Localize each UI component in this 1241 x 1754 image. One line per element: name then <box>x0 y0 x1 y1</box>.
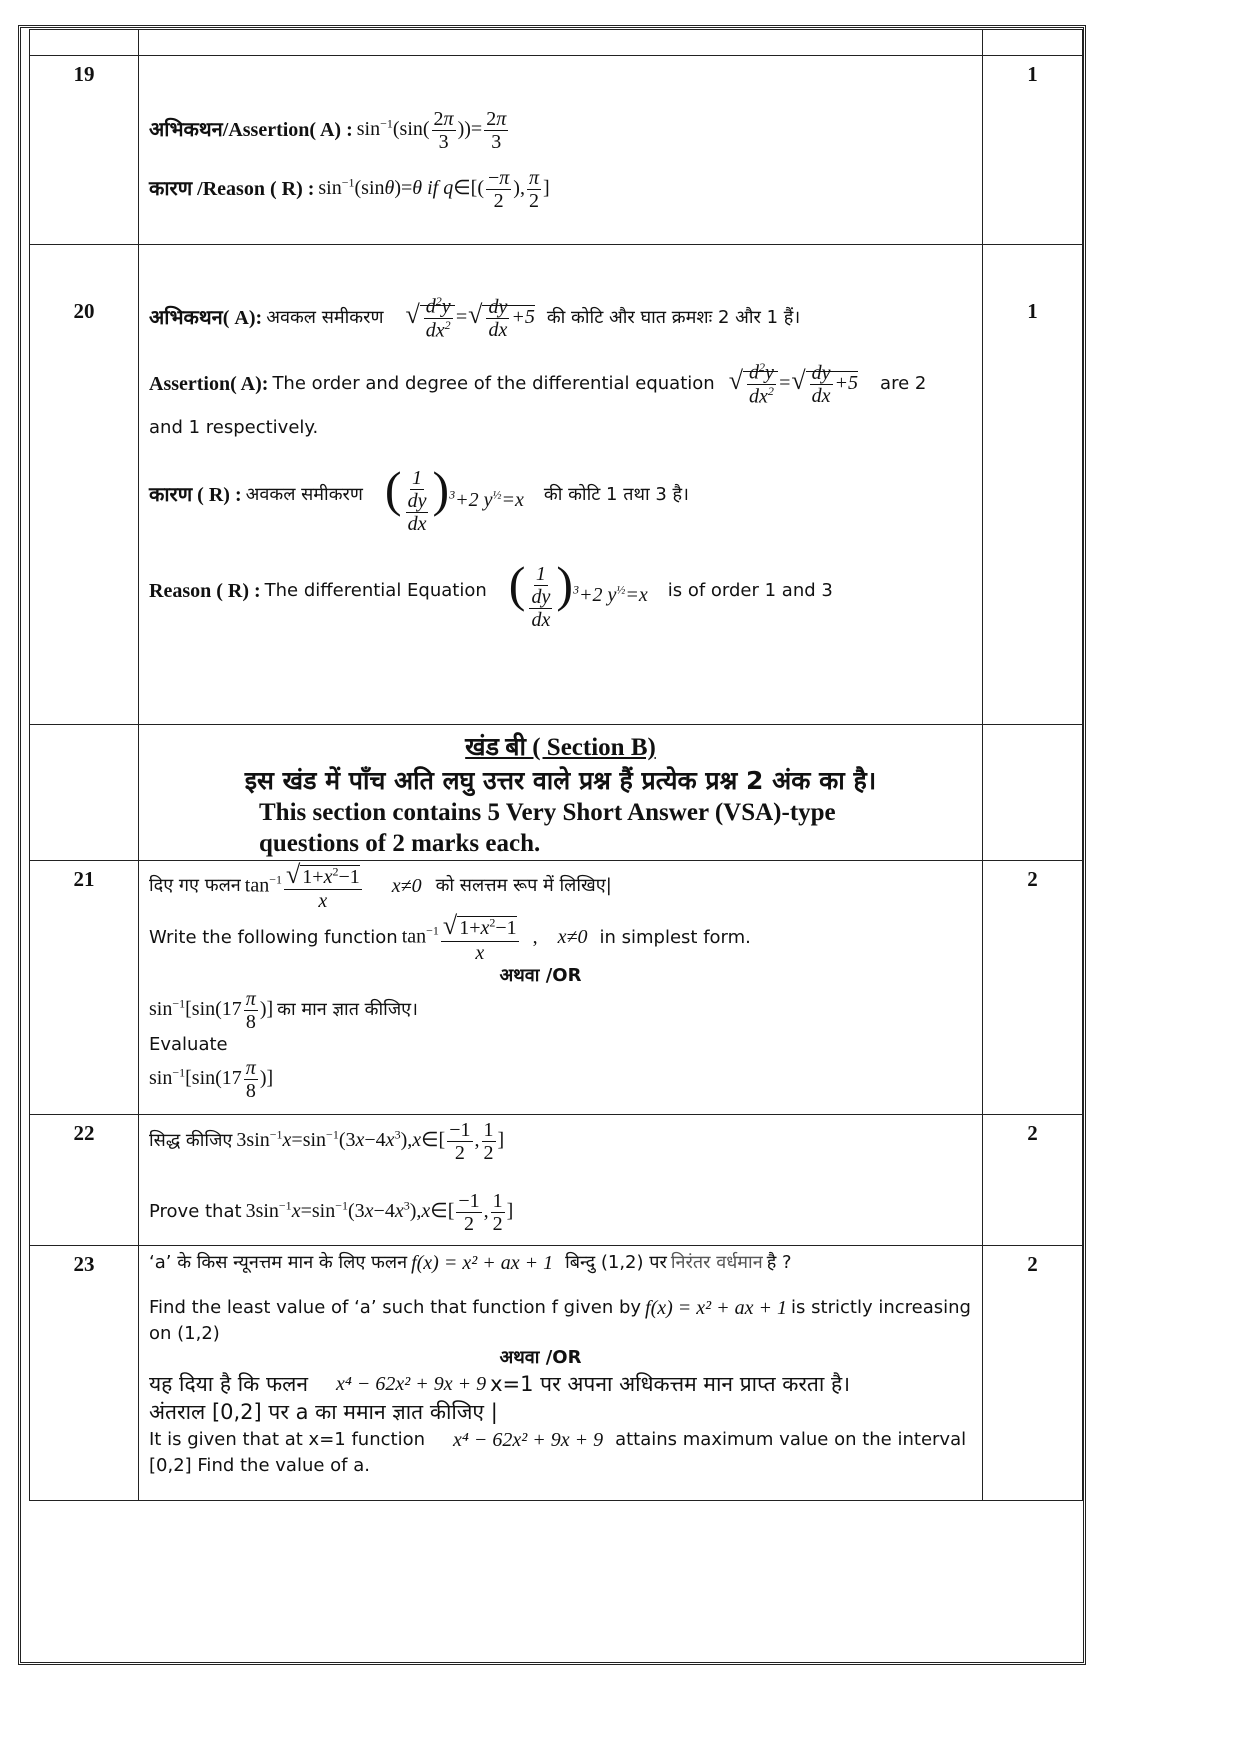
question-text: It is given that at x=1 function <box>149 1429 425 1451</box>
question-text: Write the following function <box>149 926 398 948</box>
question-number: 21 <box>30 860 139 1114</box>
table-row <box>30 860 1083 1114</box>
question-number: 22 <box>30 1114 139 1245</box>
condition: x≠0 <box>391 874 422 897</box>
reason-text: The differential Equation <box>264 579 487 601</box>
section-header <box>139 725 983 861</box>
question-text: on (1,2) <box>149 1322 220 1344</box>
assertion-line <box>149 108 972 153</box>
marks: 1 <box>983 56 1083 245</box>
reason-hi-line <box>149 456 972 535</box>
question-text: बिन्दु (1,2) पर <box>565 1251 667 1273</box>
reason-label: कारण ( R) : <box>149 484 242 507</box>
reason-text: की कोटि 1 तथा 3 है। <box>543 484 689 506</box>
question-text: attains maximum value on the interval <box>615 1429 967 1451</box>
question-text: in simplest form. <box>599 926 751 948</box>
equation-r: ( $\frac{1}{\frac{dy}{dx}}$ )$^3$+2 $y^{\frac{1}{2}}=x$ <box>508 556 648 631</box>
q21-hi-line <box>149 861 972 913</box>
reason-math: $\sin^{-1}(\sin\theta)=\theta$ if q∈[( $\frac{-\pi}{2}$ ), $\frac{\pi}{2}$ ] <box>318 167 550 212</box>
alt-expr: $\sin^{-1}[\sin(17$ $\frac{\pi}{8}$ )] <box>149 1057 274 1103</box>
table-row <box>30 245 1083 725</box>
assertion-text: अवकल समीकरण <box>266 307 384 328</box>
marks: 2 <box>983 1114 1083 1245</box>
question-body <box>139 1245 983 1500</box>
reason-label: Reason ( R) : <box>149 579 261 602</box>
assertion-label: अभिकथन/Assertion( A) : <box>149 119 353 141</box>
question-text: ‘a’ के किस न्यूनत्तम मान के लिए फलन <box>149 1251 408 1273</box>
assertion-text: are 2 <box>880 373 927 395</box>
function-expr: f(x) = x² + ax + 1 <box>411 1251 554 1274</box>
assertion-text: की कोटि और घात क्रमशः 2 और 1 हैं। <box>546 307 801 328</box>
table-row <box>30 1245 1083 1500</box>
evaluate-label: Evaluate <box>149 1033 228 1055</box>
assertion-label: Assertion( A): <box>149 372 269 395</box>
function-expr: f(x) = x² + ax + 1 <box>645 1296 788 1319</box>
question-body <box>139 860 983 1114</box>
question-text: is strictly increasing <box>791 1296 971 1318</box>
empty-cell <box>983 725 1083 861</box>
q22-en-line <box>149 1190 972 1235</box>
question-text: दिए गए फलन <box>149 875 241 897</box>
section-desc-english-1: This section contains 5 Very Short Answer (VSA)-type <box>259 799 836 826</box>
reason-text: अवकल समीकरण <box>245 484 363 506</box>
question-text: को सलत्तम रूप में लिखिए| <box>435 875 612 897</box>
question-body <box>139 245 983 725</box>
question-table <box>29 29 1083 1501</box>
polynomial-expr: x⁴ − 62x² + 9x + 9 <box>453 1428 604 1451</box>
question-text-highlight: निरंतर वर्धमान <box>670 1251 763 1273</box>
table-row <box>30 1114 1083 1245</box>
question-body <box>139 56 983 245</box>
q21-alt-hi-line <box>149 988 972 1033</box>
question-number: 20 <box>30 245 139 725</box>
question-number: 23 <box>30 1245 139 1500</box>
assertion-math: $\sin^{-1}(\sin$( $\frac{2\pi}{3}$ ))= $\frac{2\pi}{3}$ <box>356 108 507 153</box>
reason-en-line <box>149 551 972 630</box>
question-text: यह दिया है कि फलन <box>149 1372 309 1397</box>
reason-label: कारण /Reason ( R) : <box>149 178 315 200</box>
question-text: सिद्ध कीजिए <box>149 1129 233 1151</box>
equation-a: √ $\frac{d^2y}{dx^2}$ = √ $\frac{dy}{dx}$ +5 <box>406 295 535 341</box>
assertion-text: and 1 respectively. <box>149 416 319 438</box>
marks: 2 <box>983 1245 1083 1500</box>
q21-en-line: Write the following function $\tan^{-1}$ √ $\frac{1+x^2-1}{x}$ , x≠0 in simplest form. <box>149 912 972 964</box>
question-number: 19 <box>30 56 139 245</box>
question-text: है ? <box>766 1251 792 1273</box>
tan-inverse-expr: $\tan^{-1}$ √ $\frac{1+x^2-1}{x}$ <box>245 861 364 913</box>
assertion-hi-line <box>149 295 972 341</box>
header-marks-cell <box>983 30 1083 56</box>
reason-text: is of order 1 and 3 <box>667 579 833 601</box>
question-text: [0,2] Find the value of a. <box>149 1454 370 1476</box>
table-row <box>30 56 1083 245</box>
header-qno-cell <box>30 30 139 56</box>
tan-inverse-expr: $\tan^{-1}$ √ $\frac{1+x^2-1}{x}$ <box>402 912 521 964</box>
prove-expr: $3\sin^{-1}x=\sin^{-1}(3x-4x^3),x\in$[ $\frac{-1}{2}$ , $\frac{1}{2}$ ] <box>236 1118 505 1164</box>
marks: 2 <box>983 860 1083 1114</box>
section-title: खंड बी ( Section B) <box>465 734 656 761</box>
assertion-text: The order and degree of the differential equation <box>272 373 715 395</box>
table-header-row <box>30 30 1083 56</box>
q22-hi-line <box>149 1119 972 1164</box>
equation-r: ( $\frac{1}{\frac{dy}{dx}}$ )$^3$+2 $y^{\frac{1}{2}}=x$ <box>384 460 524 536</box>
q23-en-line <box>149 1295 972 1322</box>
assertion-en-line <box>149 361 972 407</box>
question-text: अंतराल [0,2] पर a का ममान ज्ञात कीजिए | <box>149 1400 498 1425</box>
reason-line <box>149 167 972 212</box>
q23-alt-hi-line <box>149 1370 972 1398</box>
q23-hi-line <box>149 1250 972 1277</box>
assertion-label: अभिकथन( A): <box>149 306 263 329</box>
question-text: का मान ज्ञात कीजिए। <box>277 999 418 1021</box>
equation-a: √ $\frac{d^2y}{dx^2}$ = √ $\frac{dy}{dx}$ +5 <box>729 361 858 407</box>
marks: 1 <box>983 245 1083 725</box>
polynomial-expr: x⁴ − 62x² + 9x + 9 <box>336 1372 487 1395</box>
alt-expr: $\sin^{-1}[\sin(17$ $\frac{\pi}{8}$ )] <box>149 987 274 1033</box>
section-desc-english-2: questions of 2 marks each. <box>259 830 541 858</box>
question-text: Find the least value of ‘a’ such that function f given by <box>149 1296 642 1318</box>
question-text: Prove that <box>149 1200 242 1222</box>
empty-cell <box>30 725 139 861</box>
question-text: x=1 पर अपना अधिकत्तम मान प्राप्त करता है। <box>490 1372 851 1397</box>
header-question-cell <box>139 30 983 56</box>
or-label: अथवा /OR <box>499 1346 582 1368</box>
section-desc-hindi: इस खंड में पाँच अति लघु उत्तर वाले प्रश्न हैं प्रत्येक प्रश्न 2 अंक का है। <box>244 766 877 795</box>
q23-alt-en-line <box>149 1427 972 1454</box>
section-header-row <box>30 725 1083 861</box>
question-body <box>139 1114 983 1245</box>
condition: x≠0 <box>557 926 588 949</box>
prove-expr: $3\sin^{-1}x=\sin^{-1}(3x-4x^3),x\in$[ $\frac{-1}{2}$ , $\frac{1}{2}$ ] <box>245 1189 514 1235</box>
or-label: अथवा /OR <box>499 964 582 986</box>
